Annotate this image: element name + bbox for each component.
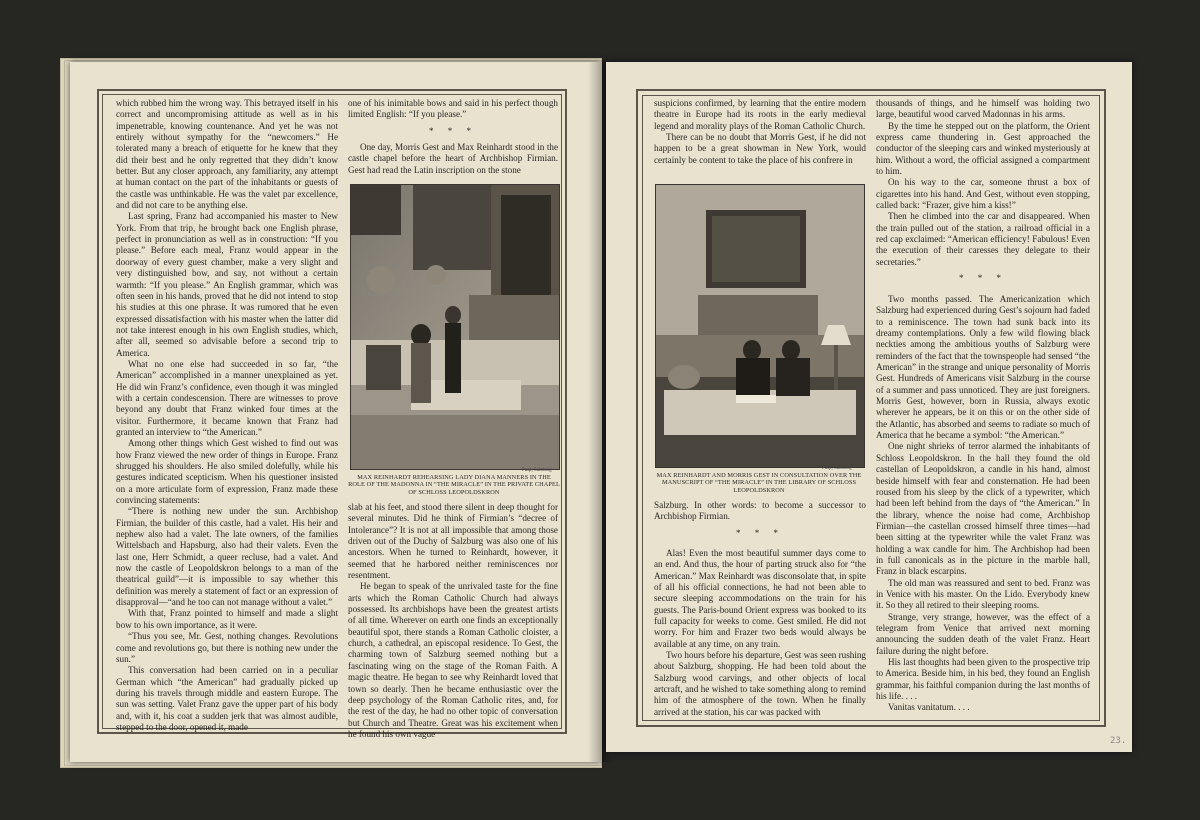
right-column-2-top xyxy=(876,98,1090,284)
paragraph: There can be no doubt that Morris Gest, if he did not happen to be a great showman in New York, would certainly be content to take the place of his confrere in xyxy=(654,132,866,165)
right-column-2-bottom xyxy=(876,294,1090,716)
library-consultation-photo xyxy=(655,184,865,468)
paragraph: Vanitas vanitatum. . . . xyxy=(888,702,970,713)
left-column-2-top xyxy=(348,98,558,186)
photo-credit: Pasp, Salzburg xyxy=(522,468,552,473)
left-column-1 xyxy=(116,98,338,732)
paragraph: thousands of things, and he himself was holding two large, beautiful wood carved Madonnas in his arms. xyxy=(876,98,1090,120)
paragraph: He began to speak of the unrivaled taste for the fine arts which the Roman Catholic Church had always possessed. Its archbishops have been the greatest artists of all time. Wherever on earth one finds an exceptionally beautiful spot, there stands a Roman Catholic cloister, a church, a cathedral, an episcopal residence. To Gest, the charming town of Salzburg seemed nothing but a fascinating wing on the stage of the Roman Faith. A magic theatre. He began to see why Reinhardt loved that town so dearly. Then he became enthusiastic over the deep psychology of the Roman Catholic rites, and, for the rest of the day, he had no other topic of conversation but Church and Theatre. Great was his excitement when he found his own vague xyxy=(348,581,558,739)
paragraph: This conversation had been carried on in a peculiar German which “the American” had gradually picked up during his travels through middle and eastern Europe. The sun was setting. Valet Franz gave the upper part of his body and, with it, his coat a sudden jerk that was almost audible, stepped to the door, opened it, made xyxy=(116,665,338,732)
paragraph: slab at his feet, and stood there silent in deep thought for several minutes. Did he think of Firmian’s “decree of Intolerance”? It is not at all impossible that among those driven out of the Duchy of Salzburg was also one of his ancestors. When he turned to Reinhardt, however, it seemed that he harbored neither reminiscences nor resentment. xyxy=(348,502,558,581)
paragraph: Last spring, Franz had accompanied his master to New York. From that trip, he brought back one English phrase, perfect in pronunciation as well as in construction: “If you please.” Before each meal, Franz would appear in the doorway of every guest chamber, make a very slight and very distinguished bow, and say, not without a certain warmth: “If you please.” An English grammar, which was often seen in his hands, proved that he did not intend to stop his studies at this one phrase. It was rumored that he even expressed dissatisfaction with his master when the latter did not take interest enough in his own English studies, which, after all, seemed so advisable before a second trip to America. xyxy=(116,211,338,358)
section-break: * * * xyxy=(736,527,784,538)
photo-caption: MAX REINHARDT REHEARSING LADY DIANA MANNERS IN THE ROLE OF THE MADONNA IN “THE MIRACLE” IN THE PRIVATE CHAPEL OF SCHLOSS LEOPOLDSKRON xyxy=(348,474,560,496)
page-number: 23. xyxy=(1110,736,1127,746)
paragraph: With that, Franz pointed to himself and made a slight bow to his own importance, as it were. xyxy=(116,608,338,630)
paragraph: Two months passed. The Americanization which Salzburg had experienced during Gest’s sojourn had faded to a reminiscence. The town had sunk back into its dreamy contemplations. Only a few wild flowing black neckties among the ambitious youths of Salzburg were reminders of the fact that the townspeople had sensed “the American” in the strange and unique personality of Morris Gest. Hundreds of Americans visit Salzburg in the course of a summer and pass unnoticed. They are just foreigners. Morris Gest, however, born in Russia, always exotic wherever he appears, be it on this or on the other side of the Atlantic, has absorbed and seems to radiate so much of America that he became a symbol: “the American.” xyxy=(876,294,1090,441)
library-photo-image xyxy=(656,185,864,467)
paragraph: One night shrieks of terror alarmed the inhabitants of Schloss Leopoldskron. In the hall they found the old castellan of Leopoldskron, a candle in his hand, almost beside himself with fear and consternation. He had been roused from his sleep by the click of a typewriter, which had been left behind from the days of “the American.” In the library, whence the noise had come, Archbishop Firmian—the castellan crossed himself three times—had been sitting at the typewriter while the valet Franz was holding a wax candle for him. The Archbishop had been in full canonicals as in the picture in the marble hall, Franz in black escarpins. xyxy=(876,441,1090,577)
photo-credit: Pasp, Salzburg xyxy=(822,466,852,471)
right-column-1-bottom xyxy=(654,548,866,716)
paragraph: By the time he stepped out on the platform, the Orient express came thundering in. Gest approached the conductor of the sleeping cars and winked mysteriously at him. Without a word, the official assigned a compartment to him. xyxy=(876,120,1090,177)
left-column-2-bottom xyxy=(348,502,558,739)
paragraph: one of his inimitable bows and said in his perfect though limited English: “If you please.” xyxy=(348,98,558,120)
chapel-rehearsal-photo xyxy=(350,184,560,470)
right-column-1-mid xyxy=(654,500,866,540)
paragraph: On his way to the car, someone thrust a box of cigarettes into his hand. And Gest, without even stopping, called back: “Frazer, give him a kiss!” xyxy=(876,177,1090,211)
paragraph: “There is nothing new under the sun. Archbishop Firmian, the builder of this castle, had a valet. His heir and nephew also had a valet. The late owners, of the families Wittelsbach and Hapsburg, also had their valets. Even the last one, Herr Schmidt, a queer recluse, had a valet. And now the castle of Leopoldskron belongs to a man of the theatrical guild”—it is impossible to say whether this definition was merely a statement of fact or an expression of disapproval—“and he too can not manage without a valet.” xyxy=(116,506,338,608)
paragraph: His last thoughts had been given to the prospective trip to America. Beside him, in his bed, they found an English grammar, his faithful companion during the last months of his life. . . . xyxy=(876,657,1090,702)
paragraph: Two hours before his departure, Gest was seen rushing about Salzburg, shopping. He had been told about the Salzburg wood carvings, and other objects of local artcraft, and he wished to take something along to remind him of the atmosphere of the town. When he finally arrived at the station, his car was packed with xyxy=(654,650,866,717)
section-break: * * * xyxy=(959,273,1007,284)
chapel-photo-image xyxy=(351,185,559,469)
right-page xyxy=(606,62,1132,752)
section-break: * * * xyxy=(429,125,477,136)
paragraph: Then he climbed into the car and disappeared. When the train pulled out of the station, a railroad official in a red cap exclaimed: “American efficiency! Fabulous! Even the execution of their caresses they delegate to their secretaries.” xyxy=(876,211,1090,267)
paragraph: Strange, very strange, however, was the effect of a telegram from Venice that arrived next morning announcing the sudden death of the valet Franz. Heart failure during the night before. xyxy=(876,611,1090,656)
paragraph: Alas! Even the most beautiful summer days come to an end. And thus, the hour of parting struck also for “the American.” Max Reinhardt was disconsolate that, in spite of all his official connections, he had not been able to secure sleeping accommodations on the train for his guests. The Paris-bound Orient express was booked to its full capacity for weeks to come. Gest smiled. He did not worry. For him and Frazer two beds would always be available at any time, on any train. xyxy=(654,548,866,649)
right-column-1-top xyxy=(654,98,866,178)
paragraph: which rubbed him the wrong way. This betrayed itself in his correct and uncompromising attitude as well as in his impenetrable, knowing countenance. And yet he was not entirely without sympathy for the “newcomers.” He tolerated many a breach of etiquette for he knew that they did their best and he only regretted that they didn’t know better. But any closer approach, any familiarity, any attempt at human contact on the part of the inhabitants or guests of the castle was unthinkable. He was the valet par excellence, and did not care to be anything else. xyxy=(116,98,338,211)
paragraph: suspicions confirmed, by learning that the entire modern theatre in Europe had its roots in the early medieval legend and morality plays of the Roman Catholic Church. xyxy=(654,98,866,131)
paragraph: What no one else had succeeded in so far, “the American” accomplished in a manner unexplained as yet. He did win Franz’s confidence, even though it was mingled with a certain condescension. There are witnesses to prove beyond any doubt that Franz winked four times at the visitor. Furthermore, it became known that Franz had granted an interview to “the American.” xyxy=(116,358,338,437)
paragraph: “Thus you see, Mr. Gest, nothing changes. Revolutions come and revolutions go, but there is nothing new under the sun.” xyxy=(116,631,338,664)
paragraph: Among other things which Gest wished to find out was how Franz viewed the new order of things in Europe. Franz shrugged his shoulders. He also smiled dolefully, while his gestures indicated scepticism. When his questioner insisted on a more articulate form of expression, Franz made these convincing statements: xyxy=(116,438,338,506)
paragraph: Salzburg. In other words: to become a successor to Archbishop Firmian. xyxy=(654,500,866,522)
paragraph: The old man was reassured and sent to bed. Franz was in Venice with his master. On the Lido. Everybody knew it. So they all retired to their sleeping rooms. xyxy=(876,577,1090,611)
photo-caption: MAX REINHARDT AND MORRIS GEST IN CONSULTATION OVER THE MANUSCRIPT OF “THE MIRACLE” IN THE LIBRARY OF SCHLOSS LEOPOLDSKRON xyxy=(656,472,862,494)
left-page xyxy=(70,62,602,762)
paragraph: One day, Morris Gest and Max Reinhardt stood in the castle chapel before the heart of Archbishop Firmian. Gest had read the Latin inscription on the stone xyxy=(348,142,558,175)
